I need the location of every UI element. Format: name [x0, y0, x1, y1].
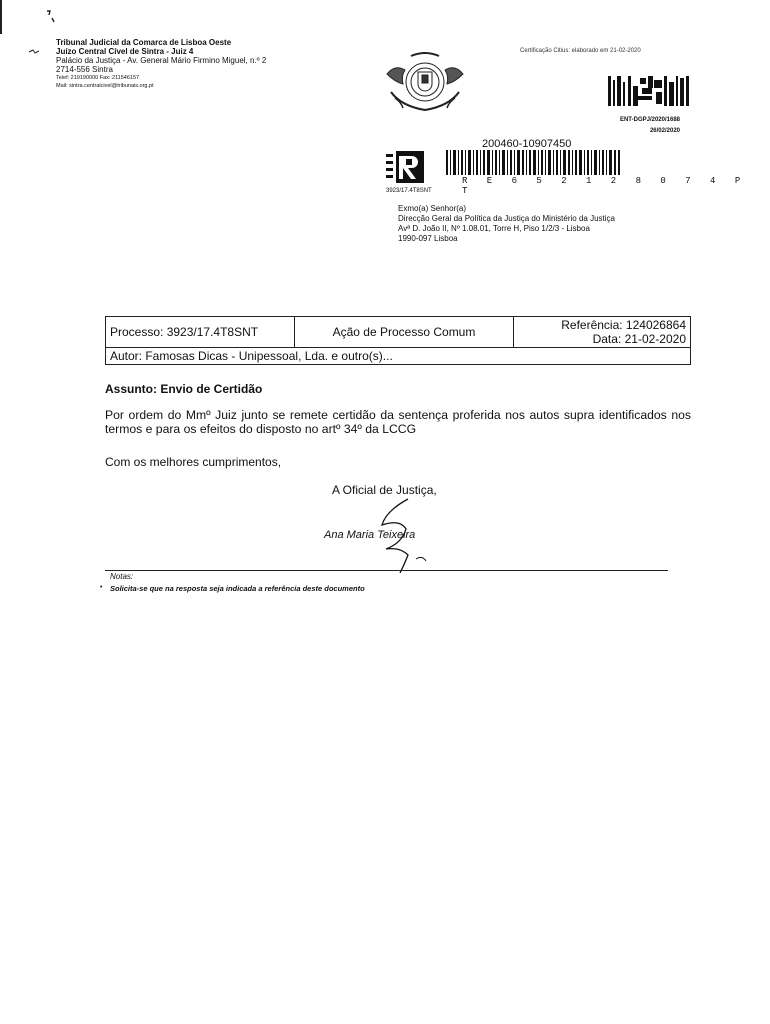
bullet-mark-icon — [28, 48, 42, 56]
court-name: Tribunal Judicial da Comarca de Lisboa Oeste — [56, 38, 232, 47]
court-address-line2: 2714-556 Sintra — [56, 65, 113, 74]
scan-mark-icon — [44, 8, 64, 28]
datamatrix-barcode-icon — [608, 76, 690, 106]
court-section: Juízo Central Cível de Sintra - Juiz 4 — [56, 47, 194, 56]
subject-line: Assunto: Envio de Certidão — [105, 382, 263, 396]
coat-of-arms-icon — [385, 52, 465, 114]
notes-item: Solicita-se que na resposta seja indicada a referência deste documento — [110, 584, 365, 593]
body-paragraph: Por ordem do Mmº Juiz junto se remete certidão da sentença proferida nos autos supra identificados nos termos e para os efeitos do disposto no artº 34º da LCCG — [105, 408, 691, 436]
entry-reference-code: ENT-DGPJ/2020/1688 — [619, 117, 680, 123]
reference-date: Data: 21-02-2020 — [592, 332, 686, 346]
notes-label: Notas: — [110, 572, 134, 581]
notes-divider — [105, 570, 668, 571]
entry-reference-date: 26/02/2020 — [649, 128, 680, 134]
closing-line: Com os melhores cumprimentos, — [105, 455, 282, 469]
recipient-salutation: Exmo(a) Senhor(a) — [398, 204, 467, 213]
linear-barcode-icon — [446, 150, 621, 175]
process-info-table — [105, 316, 691, 365]
signatory-title: A Oficial de Justiça, — [332, 483, 437, 497]
court-mail: Mail: sintra.centralcivel@tribunais.org.pt — [56, 83, 154, 89]
entry-reference — [598, 115, 680, 137]
recipient-name: Direcção Geral da Política da Justiça do Ministério da Justiça — [398, 214, 615, 223]
author-cell: Autor: Famosas Dicas - Unipessoal, Lda. e outro(s)... — [106, 348, 691, 365]
tracking-number: 200460-10907450 — [482, 138, 572, 150]
recipient-address — [398, 204, 615, 244]
recipient-street: Avª D. João II, Nº 1.08.01, Torre H, Piso 1/2/3 - Lisboa — [398, 224, 590, 233]
process-number-small: 3923/17.4T8SNT — [386, 188, 432, 194]
left-edge-mark — [0, 0, 2, 34]
recipient-postcode: 1990-097 Lisboa — [398, 234, 458, 243]
process-number-cell: Processo: 3923/17.4T8SNT — [106, 317, 295, 348]
action-type-cell: Ação de Processo Comum — [295, 317, 514, 348]
citius-certification: Certificação Citius: elaborado em 21-02-2020 — [520, 48, 641, 54]
registered-code: R E 6 5 2 1 2 8 0 7 4 P T — [462, 176, 748, 196]
registered-mail-logo-icon — [386, 151, 426, 183]
court-header — [56, 38, 356, 90]
court-phone: Telef: 219190000 Fax: 211546157 — [56, 75, 140, 81]
signatory-name: Ana Maria Teixeira — [324, 529, 416, 541]
reference-number: Referência: 124026864 — [561, 318, 686, 332]
reference-cell — [514, 317, 691, 348]
court-address-line1: Palácio da Justiça - Av. General Mário Firmino Miguel, n.º 2 — [56, 56, 267, 65]
notes-bullet-icon: • — [100, 584, 103, 591]
